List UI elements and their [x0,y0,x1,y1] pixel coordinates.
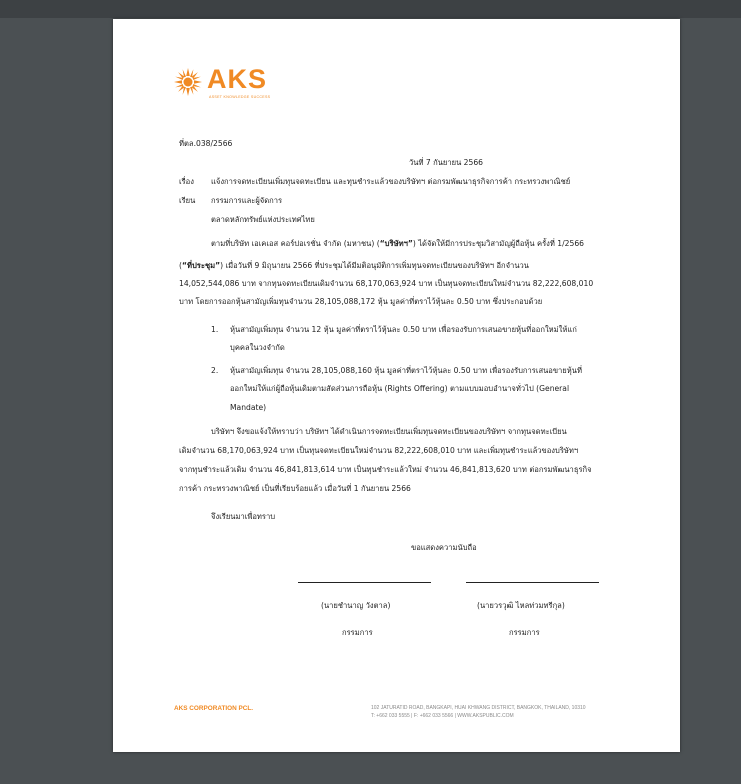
signer-1-name: (นายชำนาญ วังตาล) [321,601,391,610]
paragraph-1-line-3: 14,052,544,086 บาท จากทุนจดทะเบียนเดิมจำนวน 68,170,063,924 บาท เป็นทุนจดทะเบียนใหม่จำนวน 82,222,608,010 [179,279,594,288]
item-2-number: 2. [211,366,219,375]
recipient-label: เรียน [179,196,196,205]
item-2-line-3: Mandate) [230,403,267,412]
item-1-number: 1. [211,325,219,334]
signature-line-1 [298,582,431,583]
viewer-top-bar [0,0,741,18]
paragraph-2-line-2: เดิมจำนวน 68,170,063,924 บาท เป็นทุนจดทะเบียนใหม่จำนวน 82,222,608,010 บาท และเพิ่มทุนชำระแล้วของบริษัทฯ [179,446,579,455]
paragraph-2-line-4: การค้า กระทรวงพาณิชย์ เป็นที่เรียบร้อยแล้ว เมื่อวันที่ 1 กันยายน 2566 [179,484,411,493]
item-1-line-1: หุ้นสามัญเพิ่มทุน จำนวน 12 หุ้น มูลค่าที่ตราไว้หุ้นละ 0.50 บาท เพื่อรองรับการเสนอขายหุ้นที่ออกใหม่ให้แก่ [230,325,577,334]
logo-wordmark: AKS [207,64,268,94]
item-2-line-2: ออกใหม่ให้แก่ผู้ถือหุ้นเดิมตามสัดส่วนการถือหุ้น (Rights Offering) ตามแบบมอบอำนาจทั่วไป (General [230,384,570,393]
paragraph-2-line-3: จากทุนชำระแล้วเดิม จำนวน 46,841,813,614 บาท เป็นทุนชำระแล้วใหม่ จำนวน 46,841,813,620 บาท ต่อกรมพัฒนาธุรกิจ [179,465,592,474]
subject-label: เรื่อง [179,177,194,186]
recipient-line-2: ตลาดหลักทรัพย์แห่งประเทศไทย [211,215,315,224]
regards-line: ขอแสดงความนับถือ [411,543,477,552]
signature-line-2 [466,582,599,583]
meeting-defined-term: “ที่ประชุม” [181,261,221,270]
reference-number: ที่ตล.038/2566 [179,139,233,148]
company-defined-term: “บริษัทฯ” [379,239,413,248]
sunburst-logo-icon [173,67,203,97]
signer-1-title: กรรมการ [342,628,373,637]
footer-contact: T: +662 033 5555 | F: +662 033 5566 | WWW.AKSPUBLIC.COM [371,713,514,719]
recipient-line-1: กรรมการและผู้จัดการ [211,196,283,205]
signer-2-title: กรรมการ [509,628,540,637]
paragraph-1-line-4: บาท โดยการออกหุ้นสามัญเพิ่มทุนจำนวน 28,105,088,172 หุ้น มูลค่าที่ตราไว้หุ้นละ 0.50 บาท ซึ่งประกอบด้วย [179,297,543,306]
company-logo [173,64,273,103]
footer-company-name: AKS CORPORATION PCL. [174,705,254,712]
subject-text: แจ้งการจดทะเบียนเพิ่มทุนจดทะเบียน และทุนชำระแล้วของบริษัทฯ ต่อกรมพัฒนาธุรกิจการค้า กระทรวงพาณิชย์ [211,177,571,186]
letter-date: วันที่ 7 กันยายน 2566 [409,158,484,167]
logo-tagline: ASSET KNOWLEDGE SUCCESS [209,95,271,99]
paragraph-1-line-1: ตามที่บริษัท เอเคเอส คอร์ปอเรชั่น จำกัด (มหาชน) (“บริษัทฯ”) ได้จัดให้มีการประชุมวิสามัญผู้ถือหุ้น ครั้งที่ 1/2566 [211,239,585,248]
item-2-line-1: หุ้นสามัญเพิ่มทุน จำนวน 28,105,088,160 หุ้น มูลค่าที่ตราไว้หุ้นละ 0.50 บาท เพื่อรองรับการเสนอขายหุ้นที่ [230,366,582,375]
closing-line: จึงเรียนมาเพื่อทราบ [211,512,276,521]
paragraph-2-line-1: บริษัทฯ จึงขอแจ้งให้ทราบว่า บริษัทฯ ได้ดำเนินการจดทะเบียนเพิ่มทุนจดทะเบียนของบริษัทฯ จากทุนจดทะเบียน [211,427,567,436]
signer-2-name: (นายวรวุฒิ ไหลท่วมทรีกุล) [477,601,565,610]
footer-address: 102 JATURATID ROAD, BANGKAPI, HUAI KHWANG DISTRICT, BANGKOK, THAILAND, 10310 [371,705,586,711]
item-1-line-2: บุคคลในวงจำกัด [230,343,285,352]
document-page [113,19,680,752]
paragraph-1-line-2: (“ที่ประชุม”) เมื่อวันที่ 9 มิถุนายน 2566 ที่ประชุมได้มีมติอนุมัติการเพิ่มทุนจดทะเบียนของบริษัทฯ อีกจำนวน [179,261,529,270]
